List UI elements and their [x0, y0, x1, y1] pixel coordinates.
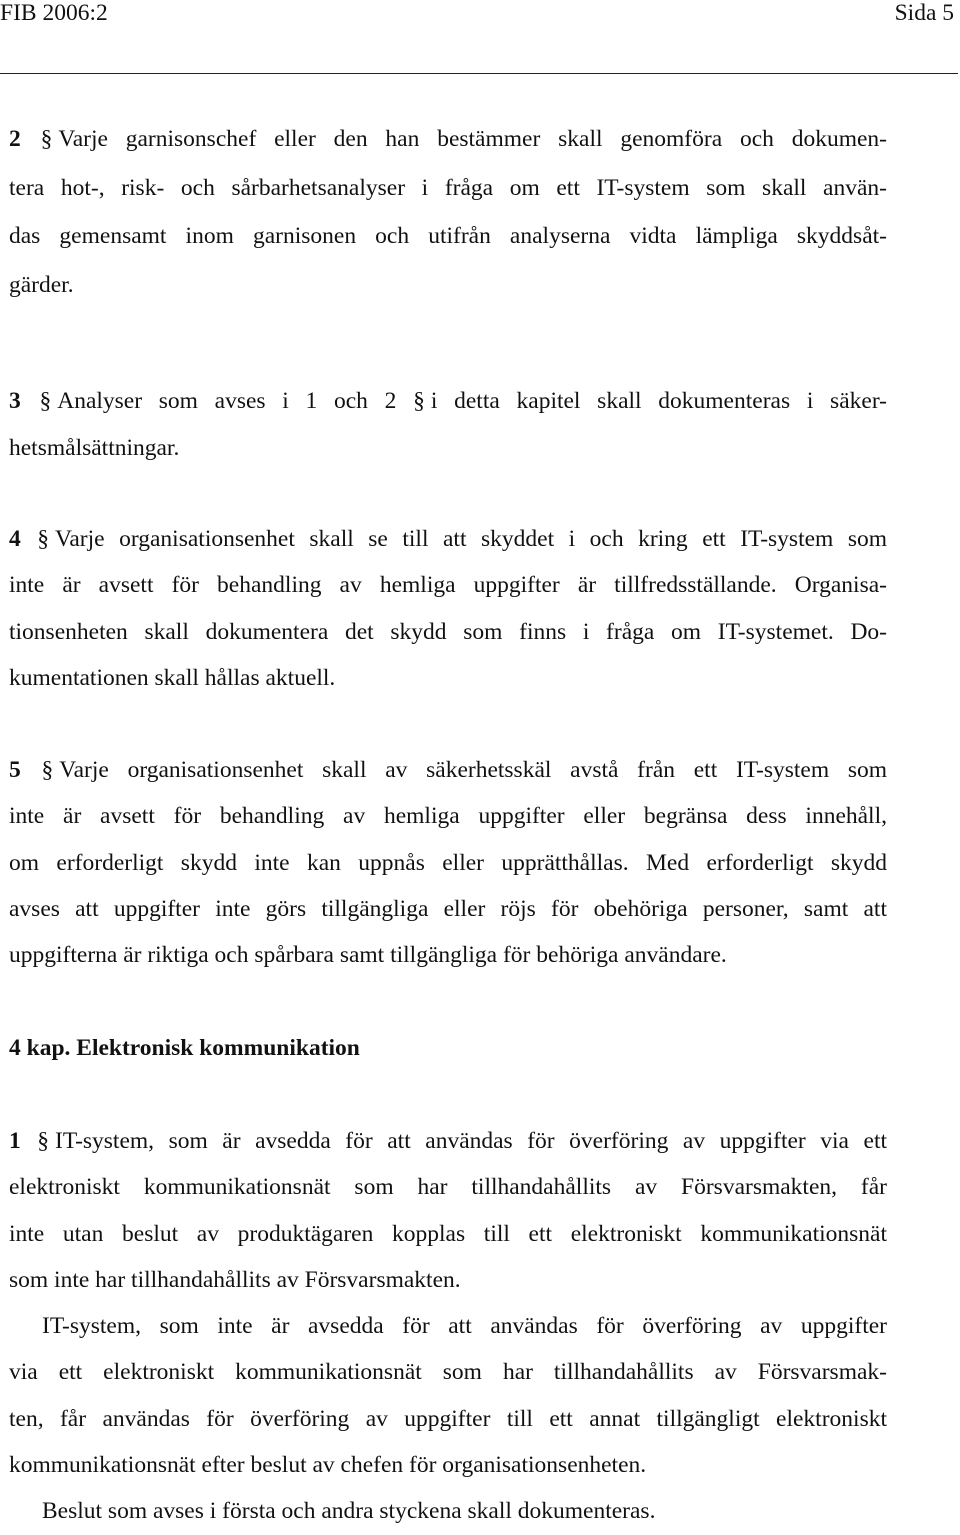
paragraph-3	[9, 378, 887, 471]
paragraph-line: elektroniskt kommunikationsnät som har tillhandahållits av Försvarsmakten, får	[9, 1174, 887, 1201]
paragraph-line: 5 § Varje organisationsenhet skall av säkerhetsskäl avstå från ett IT-system som	[9, 747, 887, 793]
paragraph-line: hetsmålsättningar.	[9, 434, 180, 461]
section-sign: §	[37, 1128, 50, 1154]
section-sign: §	[37, 526, 50, 552]
paragraph-line: kumentationen skall hållas aktuell.	[9, 664, 336, 691]
chapter-heading: 4 kap. Elektronisk kommunikation	[9, 1035, 360, 1061]
paragraph-line: tera hot-, risk- och sårbarhetsanalyser i fråga om ett IT-system som skall använ-	[9, 174, 887, 201]
paragraph-4	[9, 516, 887, 701]
header-document-id: FIB 2006:2	[0, 0, 108, 26]
section-sign: §	[41, 757, 54, 783]
paragraph-line: via ett elektroniskt kommunikationsnät som har tillhandahållits av Försvarsmak-	[9, 1359, 887, 1386]
paragraph-line: ten, får användas för överföring av uppgifter till ett annat tillgängligt elektroniskt	[9, 1405, 887, 1432]
paragraph-line: inte är avsett för behandling av hemliga uppgifter eller begränsa dess innehåll,	[9, 803, 887, 830]
section-sign: §	[413, 388, 425, 414]
paragraph-line: 4 § Varje organisationsenhet skall se till att skyddet i och kring ett IT-system som	[9, 516, 887, 562]
paragraph-line: das gemensamt inom garnisonen och utifrån analyserna vidta lämpliga skyddsåt-	[9, 223, 887, 250]
paragraph-line: tionsenheten skall dokumentera det skydd som finns i fråga om IT-systemet. Do-	[9, 618, 887, 645]
paragraph-line: 3 § Analyser som avses i 1 och 2 § i detta kapitel skall dokumenteras i säker-	[9, 378, 887, 425]
paragraph-line: 1 § IT-system, som är avsedda för att användas för överföring av uppgifter via ett	[9, 1118, 887, 1164]
header-divider	[0, 73, 958, 74]
paragraph-line: IT-system, som inte är avsedda för att användas för överföring av uppgifter	[42, 1313, 887, 1340]
chapter-4-paragraph-1	[9, 1118, 887, 1535]
paragraph-line: kommunikationsnät efter beslut av chefen för organisationsenheten.	[9, 1452, 647, 1479]
section-sign: §	[40, 126, 53, 152]
paragraph-2	[9, 115, 887, 309]
header-page-number: Sida 5	[894, 0, 954, 26]
paragraph-line: inte är avsett för behandling av hemliga uppgifter är tillfredsställande. Organisa-	[9, 572, 887, 599]
paragraph-line: uppgifterna är riktiga och spårbara samt tillgängliga för behöriga användare.	[9, 942, 727, 969]
paragraph-line: som inte har tillhandahållits av Försvarsmakten.	[9, 1266, 461, 1293]
paragraph-line: inte utan beslut av produktägaren kopplas till ett elektroniskt kommunikationsnät	[9, 1220, 887, 1247]
paragraph-line: 2 § Varje garnisonschef eller den han bestämmer skall genomföra och dokumen-	[9, 115, 887, 164]
paragraph-line: avses att uppgifter inte görs tillgängliga eller röjs för obehöriga personer, samt att	[9, 895, 887, 922]
paragraph-line: gärder.	[9, 271, 74, 298]
paragraph-number: 4	[9, 526, 21, 552]
paragraph-5	[9, 747, 887, 978]
paragraph-number: 5	[9, 757, 21, 783]
paragraph-number: 3	[9, 388, 21, 414]
paragraph-line: om erforderligt skydd inte kan uppnås eller upprätthållas. Med erforderligt skydd	[9, 849, 887, 876]
paragraph-number: 1	[9, 1128, 21, 1154]
paragraph-line: Beslut som avses i första och andra styckena skall dokumenteras.	[42, 1498, 656, 1525]
section-sign: §	[39, 388, 52, 414]
paragraph-number: 2	[9, 126, 21, 152]
